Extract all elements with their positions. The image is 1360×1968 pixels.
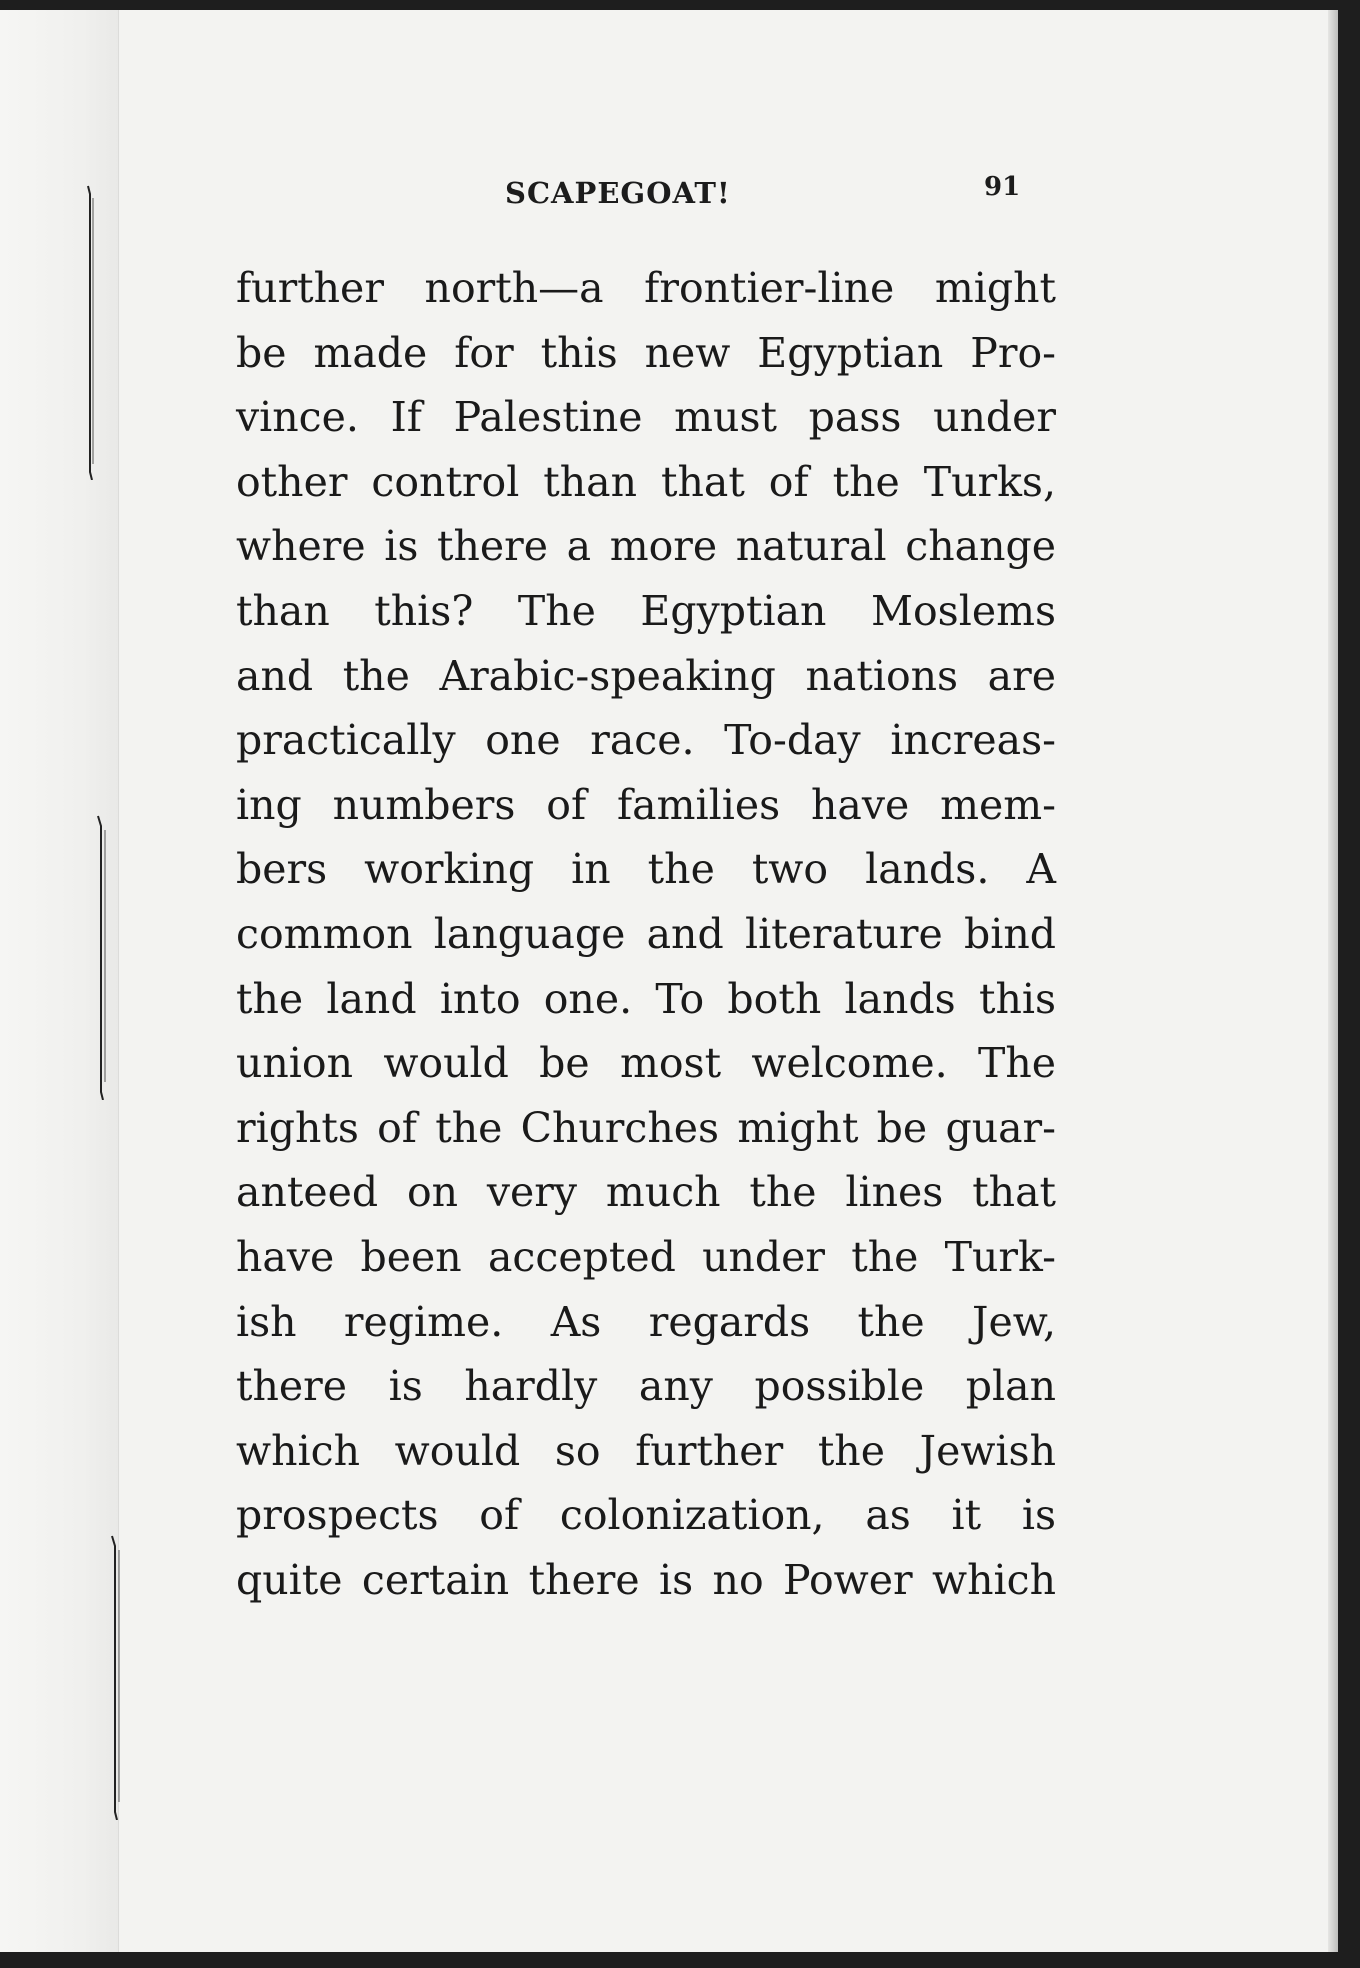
text-line: common language and literature bind — [236, 909, 1056, 958]
text-line: there is hardly any possible plan — [236, 1362, 1056, 1411]
text-line: have been accepted under the Turk- — [236, 1232, 1056, 1281]
text-line: anteed on very much the lines that — [236, 1168, 1056, 1217]
text-line: prospects of colonization, as it is — [236, 1491, 1056, 1540]
text-line: further north—a frontier-line might — [236, 264, 1056, 312]
text-line: which would so further the Jewish — [236, 1426, 1056, 1475]
page-edge-shadow — [1328, 10, 1338, 1952]
text-line: rights of the Churches might be guar- — [236, 1103, 1056, 1152]
text-line: and the Arabic-speaking nations are — [236, 651, 1056, 700]
binding-stitch — [110, 1530, 122, 1820]
body-paragraph — [236, 256, 1056, 1612]
text-line: union would be most welcome. The — [236, 1039, 1056, 1088]
binding-stitch — [96, 810, 108, 1100]
binding-stitch — [84, 180, 96, 480]
page-number: 91 — [984, 172, 1021, 202]
text-line: the land into one. To both lands this — [236, 974, 1056, 1023]
text-line: bers working in the two lands. A — [236, 845, 1056, 894]
running-header — [0, 172, 1338, 212]
text-line: ing numbers of families have mem- — [236, 780, 1056, 829]
text-line: ish regime. As regards the Jew, — [236, 1297, 1056, 1346]
book-page — [0, 10, 1338, 1952]
text-line: than this? The Egyptian Moslems — [236, 586, 1056, 635]
text-line: practically one race. To-day increas- — [236, 716, 1056, 765]
text-line: quite certain there is no Power which — [236, 1555, 1056, 1604]
text-line: vince. If Palestine must pass under — [236, 393, 1056, 442]
text-line: other control than that of the Turks, — [236, 457, 1056, 506]
running-head-title: SCAPEGOAT! — [505, 176, 731, 210]
text-line: be made for this new Egyptian Pro- — [236, 328, 1056, 377]
text-line: where is there a more natural change — [236, 522, 1056, 571]
